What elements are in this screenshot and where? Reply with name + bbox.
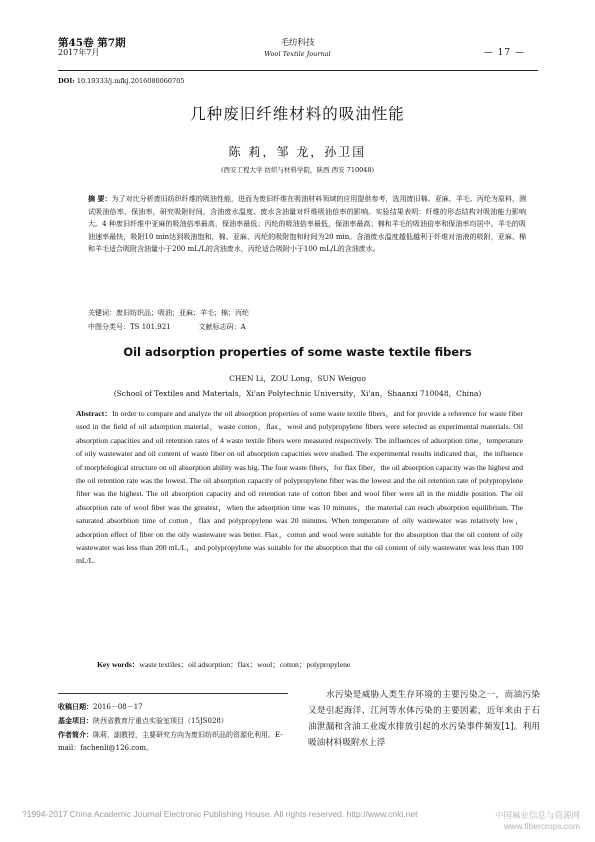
keywords-en-label: Key words： [97, 660, 140, 669]
keywords-zh-label: 关键词： [88, 309, 116, 317]
classification-zh [88, 322, 526, 332]
abstract-zh-label: 摘 要： [88, 194, 112, 203]
authors-zh: 陈 莉，邹 龙，孙卫国 [228, 145, 367, 159]
abstract-en [76, 407, 523, 568]
doc-code-value: A [240, 323, 246, 331]
copyright-text: ?1994-2017 China Academic Journal Electronic Publishing House. All rights reserved. http://www.cnki.net [22, 809, 418, 819]
clc-value: TS 101.921 [130, 323, 171, 331]
body-intro-paragraph: 水污染是威胁人类生存环境的主要污染之一，而油污染又是引起海洋、江河等水体污染的主要因素，近年来由于石油泄漏和含油工业废水排放引起的水污染事件频发[1]。利用吸油材料吸附水上浮 [308, 690, 540, 748]
keywords-en [97, 659, 523, 670]
journal-name-en: Wool Textile Journal [264, 50, 331, 58]
copyright-watermark [22, 809, 582, 831]
article-title-en: Oil adsorption properties of some waste textile fibers [123, 345, 472, 359]
clc-label: 中图分类号： [88, 323, 130, 331]
abstract-en-label: Abstract： [76, 409, 113, 418]
affiliation-zh: (西安工程大学 纺织与材料学院，陕西 西安 710048) [220, 166, 375, 174]
doc-code-label: 文献标志码： [198, 323, 241, 331]
article-title-zh: 几种废旧纤维材料的吸油性能 [190, 105, 405, 123]
authors-en: CHEN Li，ZOU Long，SUN Weiguo [229, 374, 366, 383]
keywords-en-text: waste textiles；oil adsorption；flax；wool；cotton；polypropylene [139, 660, 351, 669]
header-divider [58, 70, 538, 71]
site-watermark-url: www.fibercrops.com [503, 821, 580, 831]
footnote [58, 700, 298, 755]
doi-label: DOI: [58, 77, 75, 85]
abstract-zh-text: 为了对比分析废旧纺织纤维的吸油性能，进而为废旧纤维在吸油材料领域的应用提供参考，选用废旧棉、亚麻、羊毛、丙纶为原料，测试吸油倍率、保油率，研究吸附时间、含油废水温度、废水含油量对纤维吸油倍率的影响。实验结果表明：纤维的形态结构对吸油能力影响大。4 种废旧纤维中亚麻的吸油倍率最高，保油率最低；丙纶的吸油倍率最低，保油率最高；棉和羊毛的吸油倍率和保油率均居中。羊毛的吸油速率最快，吸附10 min达到吸油饱和，棉、亚麻、丙纶的吸附饱和时间为20 min。含油废水温度越低越利于纤维对油液的吸附，亚麻、棉和羊毛适合吸附含油量小于200 mL/L的含油废水，丙纶适合吸附小于100 mL/L的含油废水。 [88, 195, 527, 254]
journal-name-zh: 毛纺科技 [280, 38, 315, 48]
doi-value: 10.19333/j.mfkj.2016080060705 [76, 77, 185, 85]
site-watermark-name: 中国麻业信息与资源网 [494, 810, 580, 820]
footnote-divider [58, 693, 288, 694]
date-line: 2017年7月 [58, 48, 100, 57]
received-date: 收稿日期：2016－08－17 [58, 702, 143, 711]
abstract-zh [88, 193, 526, 256]
affiliation-en: (School of Textiles and Materials，Xi'an Polytechnic University，Xi'an，Shaanxi 710048，China) [113, 389, 482, 398]
doi-line [58, 77, 184, 85]
keywords-zh-text: 废旧纺织品；吸油；亚麻；羊毛；棉；丙纶 [116, 309, 249, 317]
keywords-zh [88, 307, 526, 319]
author-bio: 作者简介：陈莉，副教授，主要研究方向为废旧纺织品的资源化利用。E-mail：fachenli@126.com。 [58, 730, 283, 752]
abstract-en-text: In order to compare and analyze the oil absorption properties of some waste textile fibers，and for provide a reference for waste fiber used in the field of oil adsorption material，waste cotton，flax，wool and polypropylene fibers were selected as experimental materials. Oil absorption capacities and oil retention rates of 4 waste textile fibers were measured respectively. The influences of adsorption time，temperature of oily wastewater and oil content of waste fiber on oil absorption capacities were studied. The experimental results indicated that，the influence of morphological structure on oil absorption ability was big. The four waste fibers，for flax fiber，the oil absorption capacity was the highest and the oil retention rate was the lowest. The oil absorption capacity of polypropylene fiber was the lowest and the oil retention rate of polypropylene fiber was the highest. The oil absorption capacity and oil retention rate of cotton fiber and wool fiber were all in the middle position. The oil absorption rate of wool fiber was the greatest，when the adsorption time was 10 minutes，the material can reach absorption equilibrium. The saturated absorbtion time of cotton，flax and polypropylene was 20 minutes. When temperature of oily wastewater was relatively low，adsorption effect of fiber on the oily wastewater was better. Flax，cotton and wool were suitable for the absorption that the oil content of oily wastewater was less than 200 mL/L，and polypropylene was suitable for the absorption that the oil content of oily wastewater was less than 100 mL/L. [76, 409, 524, 566]
page-number: — 17 — [483, 48, 525, 58]
volume-line: 第45卷 第7期 [58, 37, 126, 49]
fund-project: 基金项目：陕西省教育厅重点实验室项目（15JS028） [58, 716, 228, 725]
